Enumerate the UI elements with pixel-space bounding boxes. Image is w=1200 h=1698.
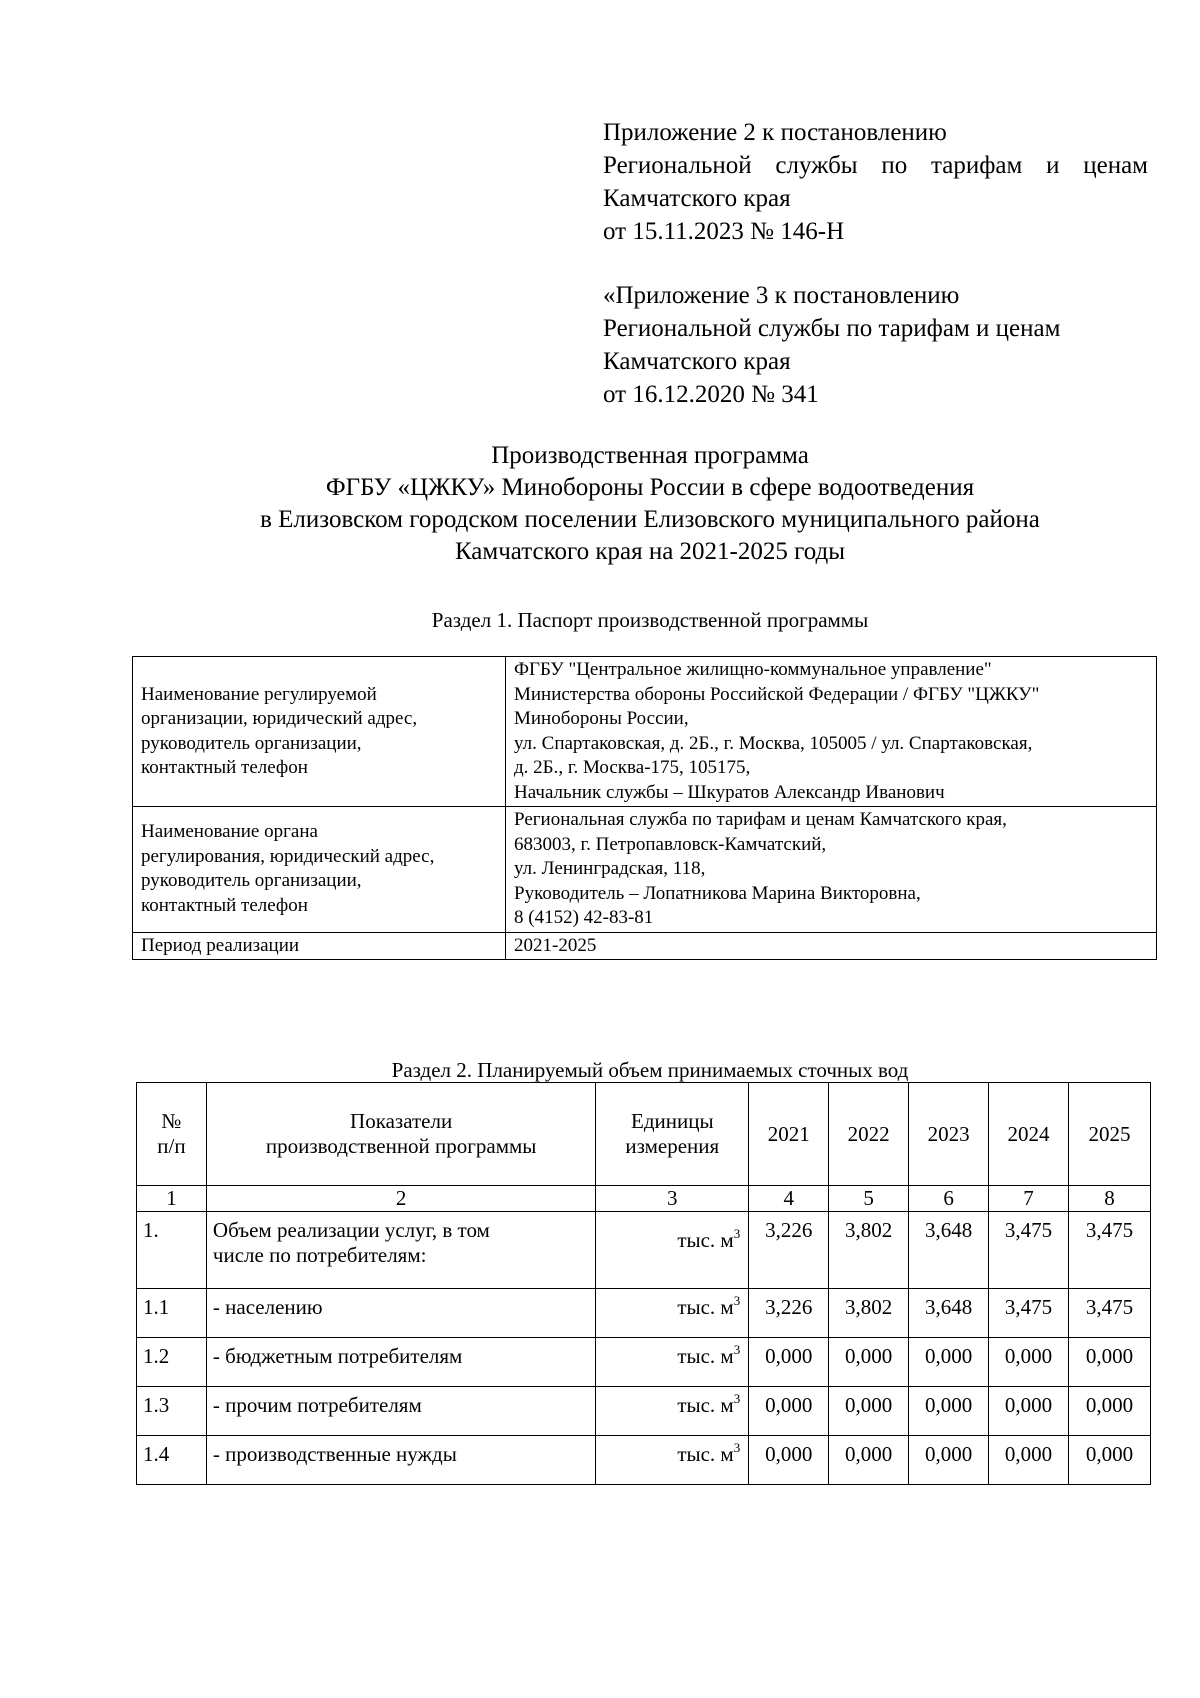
value-cell: 3,226 [749, 1289, 829, 1338]
volume-table [136, 1082, 1151, 1485]
unit-cell [596, 1338, 749, 1387]
table-row [137, 1436, 1151, 1485]
appendix-line: Приложение 2 к постановлению [603, 119, 947, 146]
table-row [137, 1387, 1151, 1436]
value-cell: 0,000 [829, 1387, 909, 1436]
cell-line: Министерства обороны Российской Федерации / ФГБУ "ЦЖКУ" [514, 683, 1040, 705]
appendix-2-header [603, 116, 1148, 248]
cell-line: контактный телефон [141, 757, 308, 778]
table-row [133, 657, 1157, 807]
passport-label-cell [133, 807, 506, 933]
row-number-cell: 1. [137, 1212, 207, 1289]
header-cell-year: 2021 [749, 1083, 829, 1186]
unit-text: тыс. м [677, 1228, 734, 1252]
passport-label-cell [133, 657, 506, 807]
cell-line: Объем реализации услуг, в том [212, 1218, 490, 1242]
column-number-cell: 7 [989, 1186, 1069, 1212]
indicator-cell: - прочим потребителям [206, 1387, 595, 1436]
cell-line: руководитель организации, [141, 732, 362, 754]
value-cell: 3,475 [1068, 1289, 1150, 1338]
appendix-line: Камчатского края [603, 185, 791, 212]
column-number-cell: 8 [1068, 1186, 1150, 1212]
appendix-line: Камчатского края [603, 348, 791, 375]
cell-line: производственной программы [265, 1134, 537, 1158]
header-cell-unit [596, 1083, 749, 1186]
value-cell: 3,475 [989, 1212, 1069, 1289]
cell-line: Руководитель – Лопатникова Марина Викторовна, [514, 882, 921, 904]
column-number-row [137, 1186, 1151, 1212]
indicator-cell [206, 1212, 595, 1289]
passport-table [132, 656, 1157, 960]
indicator-cell: - бюджетным потребителям [206, 1338, 595, 1387]
row-number-cell: 1.1 [137, 1289, 207, 1338]
table-row [133, 807, 1157, 933]
value-cell: 0,000 [829, 1436, 909, 1485]
cell-line: регулирования, юридический адрес, [141, 845, 435, 867]
row-number-cell: 1.4 [137, 1436, 207, 1485]
row-number-cell: 1.3 [137, 1387, 207, 1436]
header-cell-year: 2022 [829, 1083, 909, 1186]
passport-value-cell [506, 807, 1157, 933]
unit-cell [596, 1387, 749, 1436]
row-number-cell: 1.2 [137, 1338, 207, 1387]
unit-superscript: 3 [733, 1342, 741, 1357]
cell-line: 683003, г. Петропавловск-Камчатский, [514, 833, 827, 855]
column-number-cell: 4 [749, 1186, 829, 1212]
unit-superscript: 3 [733, 1226, 741, 1241]
passport-value-cell [506, 657, 1157, 807]
unit-text: тыс. м [677, 1344, 734, 1368]
cell-line: Показатели [350, 1109, 453, 1133]
value-cell: 0,000 [989, 1436, 1069, 1485]
cell-line: измерения [625, 1134, 720, 1158]
appendix-3-header [603, 279, 1148, 411]
document-title [120, 440, 1180, 568]
cell-line: д. 2Б., г. Москва-175, 105175, [514, 757, 751, 778]
value-cell: 3,802 [829, 1212, 909, 1289]
table-row [137, 1289, 1151, 1338]
header-cell-year: 2023 [909, 1083, 989, 1186]
column-number-cell: 5 [829, 1186, 909, 1212]
column-number-cell: 2 [206, 1186, 595, 1212]
value-cell: 0,000 [1068, 1436, 1150, 1485]
cell-line: Региональная служба по тарифам и ценам Камчатского края, [514, 809, 1007, 830]
cell-line: 8 (4152) 42-83-81 [514, 907, 654, 928]
column-number-cell: 1 [137, 1186, 207, 1212]
unit-text: тыс. м [677, 1295, 734, 1319]
unit-cell [596, 1289, 749, 1338]
unit-superscript: 3 [733, 1391, 741, 1406]
value-cell: 3,802 [829, 1289, 909, 1338]
unit-superscript: 3 [733, 1293, 741, 1308]
title-line: Производственная программа [491, 442, 809, 469]
cell-line: руководитель организации, [141, 870, 362, 892]
section-2-title: Раздел 2. Планируемый объем принимаемых сточных вод [391, 1058, 909, 1082]
cell-line: п/п [157, 1134, 186, 1158]
title-line: ФГБУ «ЦЖКУ» Минобороны России в сфере водоотведения [325, 474, 975, 501]
value-cell: 0,000 [1068, 1338, 1150, 1387]
value-cell: 3,648 [909, 1289, 989, 1338]
value-cell: 0,000 [749, 1387, 829, 1436]
unit-text: тыс. м [677, 1393, 734, 1417]
value-cell: 0,000 [829, 1338, 909, 1387]
appendix-line: «Приложение 3 к постановлению [603, 282, 960, 309]
section-1-title: Раздел 1. Паспорт производственной программы [431, 608, 869, 632]
header-cell-indicator [206, 1083, 595, 1186]
cell-line: № [161, 1109, 182, 1133]
cell-line: контактный телефон [141, 894, 308, 916]
indicator-cell: - производственные нужды [206, 1436, 595, 1485]
value-cell: 3,226 [749, 1212, 829, 1289]
cell-line: Единицы [631, 1109, 714, 1133]
table-header-row [137, 1083, 1151, 1186]
value-cell: 0,000 [989, 1387, 1069, 1436]
table-row [137, 1212, 1151, 1289]
value-cell: 0,000 [1068, 1387, 1150, 1436]
cell-line: организации, юридический адрес, [141, 708, 418, 729]
title-line: в Елизовском городском поселении Елизовского муниципального района [260, 506, 1040, 533]
header-cell-year: 2025 [1068, 1083, 1150, 1186]
cell-line: ул. Ленинградская, 118, [514, 858, 706, 879]
passport-value-cell: 2021-2025 [506, 932, 1157, 960]
value-cell: 0,000 [909, 1387, 989, 1436]
header-cell-no [137, 1083, 207, 1186]
cell-line: ФГБУ "Центральное жилищно-коммунальное управление" [514, 659, 992, 680]
cell-line: ул. Спартаковская, д. 2Б., г. Москва, 105005 / ул. Спартаковская, [514, 732, 1033, 754]
column-number-cell: 6 [909, 1186, 989, 1212]
indicator-cell: - населению [206, 1289, 595, 1338]
value-cell: 3,648 [909, 1212, 989, 1289]
cell-line: Минобороны России, [514, 708, 689, 729]
value-cell: 0,000 [749, 1436, 829, 1485]
value-cell: 0,000 [749, 1338, 829, 1387]
unit-cell [596, 1212, 749, 1289]
title-line: Камчатского края на 2021-2025 годы [454, 538, 846, 565]
value-cell: 3,475 [1068, 1212, 1150, 1289]
unit-cell [596, 1436, 749, 1485]
cell-line: Наименование органа [141, 821, 318, 843]
column-number-cell: 3 [596, 1186, 749, 1212]
header-cell-year: 2024 [989, 1083, 1069, 1186]
appendix-line: Региональной службы по тарифам и ценам [603, 152, 1148, 179]
unit-superscript: 3 [733, 1440, 741, 1455]
value-cell: 0,000 [909, 1436, 989, 1485]
value-cell: 3,475 [989, 1289, 1069, 1338]
unit-text: тыс. м [677, 1442, 734, 1466]
appendix-line: от 16.12.2020 № 341 [603, 381, 819, 408]
cell-line: Наименование регулируемой [141, 683, 377, 705]
value-cell: 0,000 [909, 1338, 989, 1387]
appendix-line: от 15.11.2023 № 146-Н [603, 218, 845, 245]
passport-label-cell: Период реализации [133, 932, 506, 960]
table-row [137, 1338, 1151, 1387]
cell-line: Начальник службы – Шкуратов Александр Иванович [514, 781, 945, 803]
value-cell: 0,000 [989, 1338, 1069, 1387]
table-row [133, 932, 1157, 960]
cell-line: числе по потребителям: [212, 1243, 427, 1267]
appendix-line: Региональной службы по тарифам и ценам [603, 315, 1061, 342]
